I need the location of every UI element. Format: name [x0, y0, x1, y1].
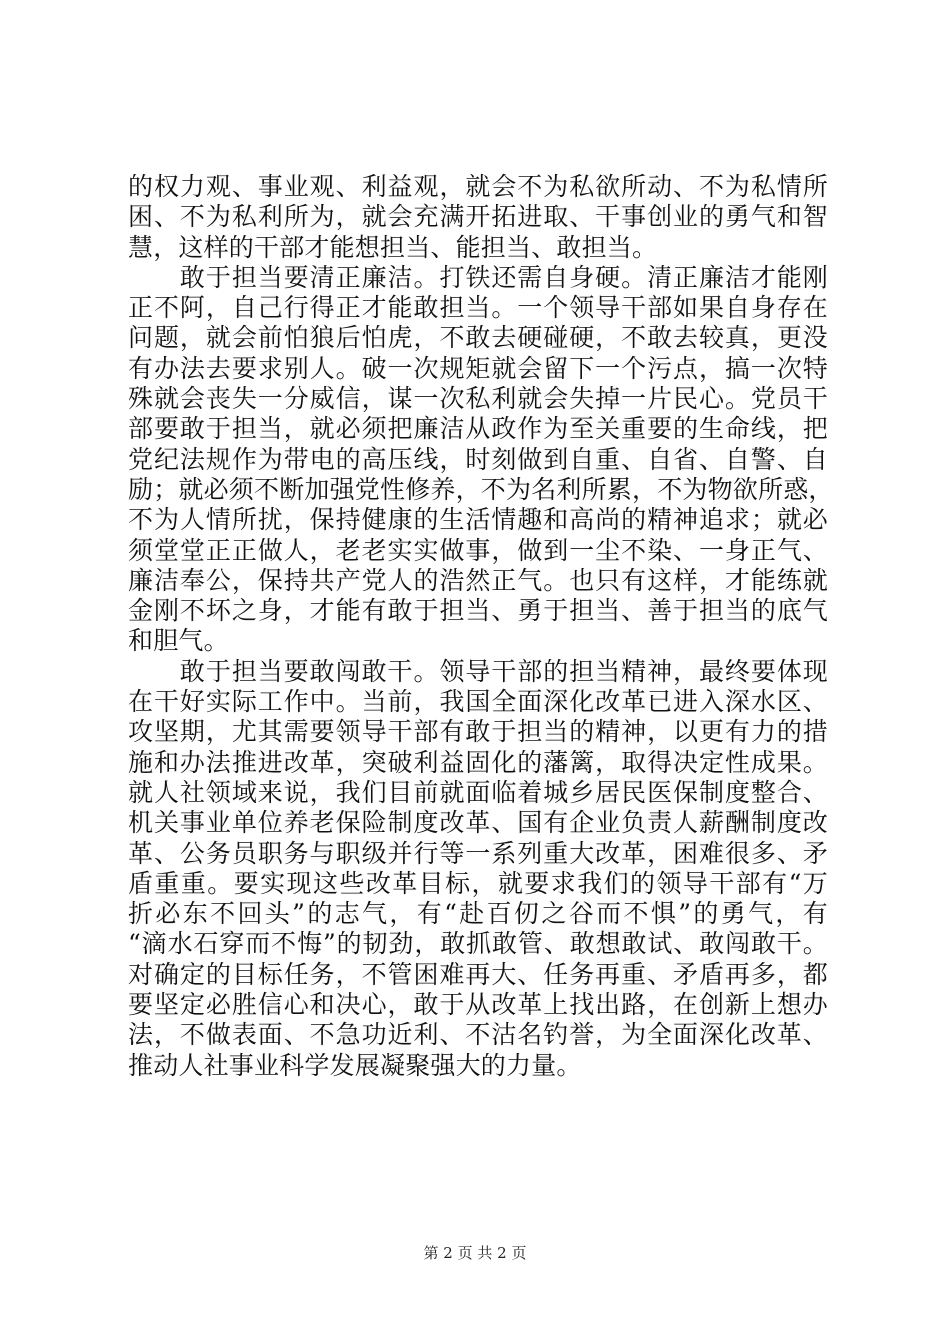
text-line: 对确定的目标任务，不管困难再大、任务再重、矛盾再多，都	[128, 959, 828, 989]
text-line: 的权力观、事业观、利益观，就会不为私欲所动、不为私情所	[128, 172, 828, 201]
text-line: 须堂堂正正做人，老老实实做事，做到一尘不染、一身正气、	[128, 535, 828, 565]
text-line: 敢于担当要清正廉洁。打铁还需自身硬。清正廉洁才能刚	[128, 262, 828, 292]
text-line: 法，不做表面、不急功近利、不沽名钓誉，为全面深化改革、	[128, 1020, 828, 1050]
text-line: 革、公务员职务与职级并行等一系列重大改革，困难很多、矛	[128, 838, 828, 868]
text-line: 要坚定必胜信心和决心，敢于从改革上找出路，在创新上想办	[128, 990, 828, 1020]
text-line: 问题，就会前怕狼后怕虎，不敢去硬碰硬，不敢去较真，更没	[128, 323, 828, 353]
text-line: “滴水石穿而不悔”的韧劲，敢抓敢管、敢想敢试、敢闯敢干。	[128, 929, 828, 959]
page-footer	[0, 1243, 950, 1263]
text-line: 攻坚期，尤其需要领导干部有敢于担当的精神，以更有力的措	[128, 717, 828, 747]
text-line: 推动人社事业科学发展凝聚强大的力量。	[128, 1050, 582, 1080]
text-line: 党纪法规作为带电的高压线，时刻做到自重、自省、自警、自	[128, 444, 828, 474]
text-line: 和胆气。	[128, 626, 229, 656]
text-line: 困、不为私利所为，就会充满开拓进取、干事创业的勇气和智	[128, 202, 828, 232]
text-line: 金刚不坏之身，才能有敢于担当、勇于担当、善于担当的底气	[128, 596, 828, 626]
text-line: 有办法去要求别人。破一次规矩就会留下一个污点，搞一次特	[128, 353, 828, 383]
text-line: 机关事业单位养老保险制度改革、国有企业负责人薪酬制度改	[128, 808, 828, 838]
text-line: 正不阿，自己行得正才能敢担当。一个领导干部如果自身存在	[128, 293, 828, 323]
text-line: 不为人情所扰，保持健康的生活情趣和高尚的精神追求；就必	[128, 505, 828, 535]
text-line: 在干好实际工作中。当前，我国全面深化改革已进入深水区、	[128, 687, 828, 717]
document-body	[128, 172, 834, 1081]
text-line: 廉洁奉公，保持共产党人的浩然正气。也只有这样，才能练就	[128, 565, 828, 595]
text-line: 就人社领域来说，我们目前就面临着城乡居民医保制度整合、	[128, 777, 828, 807]
text-line: 部要敢于担当，就必须把廉洁从政作为至关重要的生命线，把	[128, 414, 828, 444]
text-line: 励；就必须不断加强党性修养，不为名利所累，不为物欲所惑，	[128, 474, 834, 504]
page-number-label: 第 2 页 共 2 页	[423, 1244, 527, 1262]
text-line: 殊就会丧失一分威信，谋一次私利就会失掉一片民心。党员干	[128, 384, 828, 414]
text-line: 施和办法推进改革，突破利益固化的藩篱，取得决定性成果。	[128, 747, 828, 777]
text-line: 敢于担当要敢闯敢干。领导干部的担当精神，最终要体现	[128, 656, 828, 686]
text-line: 折必东不回头”的志气，有“赴百仞之谷而不惧”的勇气，有	[128, 899, 828, 929]
text-line: 盾重重。要实现这些改革目标，就要求我们的领导干部有“万	[128, 868, 828, 898]
text-line: 慧，这样的干部才能想担当、能担当、敢担当。	[128, 232, 658, 262]
